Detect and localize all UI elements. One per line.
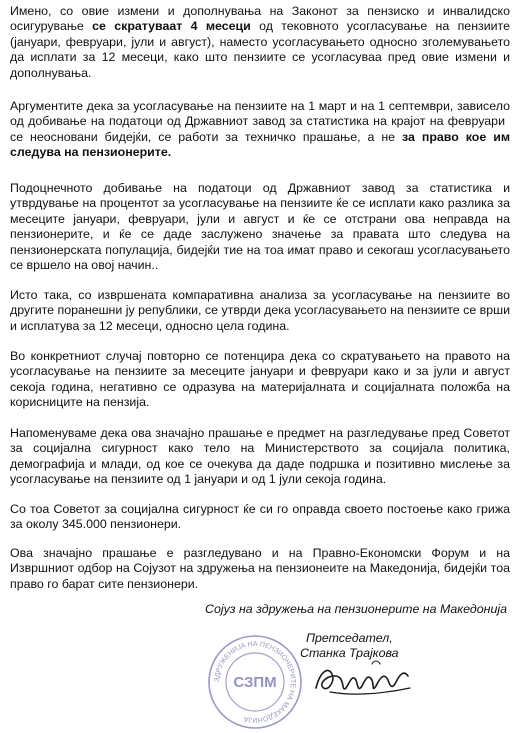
handwritten-signature <box>312 652 414 704</box>
paragraph-2-emphasis: за право кое им следува на пензионерите. <box>10 129 510 160</box>
paragraph-2 <box>10 99 510 161</box>
paragraph-8: Ова значајно прашање е разгледувано и на Правно-Економски Форум и на Извршниот одбор на Сојузот на здружења на пензионеите на Македонија, бидејќи тоа право го барат сите пензионери. <box>10 546 510 591</box>
paragraph-1 <box>10 4 510 81</box>
organization-signature-line: Сојуз на здружења на пензионерите на Македонија <box>205 602 507 616</box>
paragraph-6: Напоменуваме дека ова значајно прашање е предмет на разгледување пред Советот за социјална сигурност како тело на Министерството за социјала политика, демографија и млади, од кое се очекува да даде подршка и позитивно мислење за усогласување на пензиите од 1 јануари и од 1 јули секоја година. <box>10 426 510 487</box>
paragraph-1-text-b: од тековното усогласување на пензиите (јануари, февруари, јули и август), наместо усогласувањето односно зголемувањето да исплати за 12 месеци, како што пензиите се усогласуваа пред овие измени и дополнувања. <box>10 19 510 80</box>
paragraph-1-text-a: Имено, со овие измени и дополнувања на Законот за пензиско и инвалидско осигурување <box>10 4 510 34</box>
paragraph-1-emphasis: се скратуваат 4 месеци <box>92 19 251 34</box>
organization-stamp <box>206 633 304 731</box>
stamp-center-text: СЗПМ <box>233 674 277 691</box>
paragraph-7: Со тоа Советот за социјална сигурност ќе си го оправда своето постоење како грижа за околу 345.000 пензионери. <box>10 502 510 532</box>
paragraph-3: Подоцнечното добивање на податоци од Државниот завод за статистика и утврдување на процентот за усогласување на пензиите ќе се исплати како разлика за месеците јануари, февруари, јули и август и ќе се отстрани ова неправда на пензионерите, и ќе се даде заслужено значење за правата што следува на пензионерската популација, бидејќи тие на тоа имат право и секогаш усогласувањето се вршело на овој начин.. <box>10 181 510 273</box>
signatory-name: Станка Трајкова <box>300 646 399 660</box>
signatory-title: Претседател, <box>306 631 393 645</box>
paragraph-2-text-a: Аргументите дека за усогласување на пензиите на 1 март и на 1 септември, зависело од добивање на податоци од Државниот завод за статистика на крајот на февруари <box>10 99 510 129</box>
stamp-ring-text: ЗДРУЖЕНИЈА НА ПЕНЗИОНЕРИТЕ НА МАКЕДОНИЈА <box>213 640 297 724</box>
paragraph-4: Исто така, со извршената компаративна анализа за усогласување на пензиите во другите поранешни ју републики, се утврди дека усогласувањето на пензиите се врши и исплатува за 12 месеци, односно цела година. <box>10 288 510 333</box>
paragraph-2-text-b: се неосновани бидејќи, се работи за техничко прашање, а не <box>10 129 403 144</box>
paragraph-5: Во конкретниот случај повторно се потенцира дека со скратувањето на правото на усогласување на пензиите за месеците јануари и февруари како и за јули и август секоја година, негативно се одразува на материјалната и социјалната положба на корисниците на пензија. <box>10 349 510 410</box>
